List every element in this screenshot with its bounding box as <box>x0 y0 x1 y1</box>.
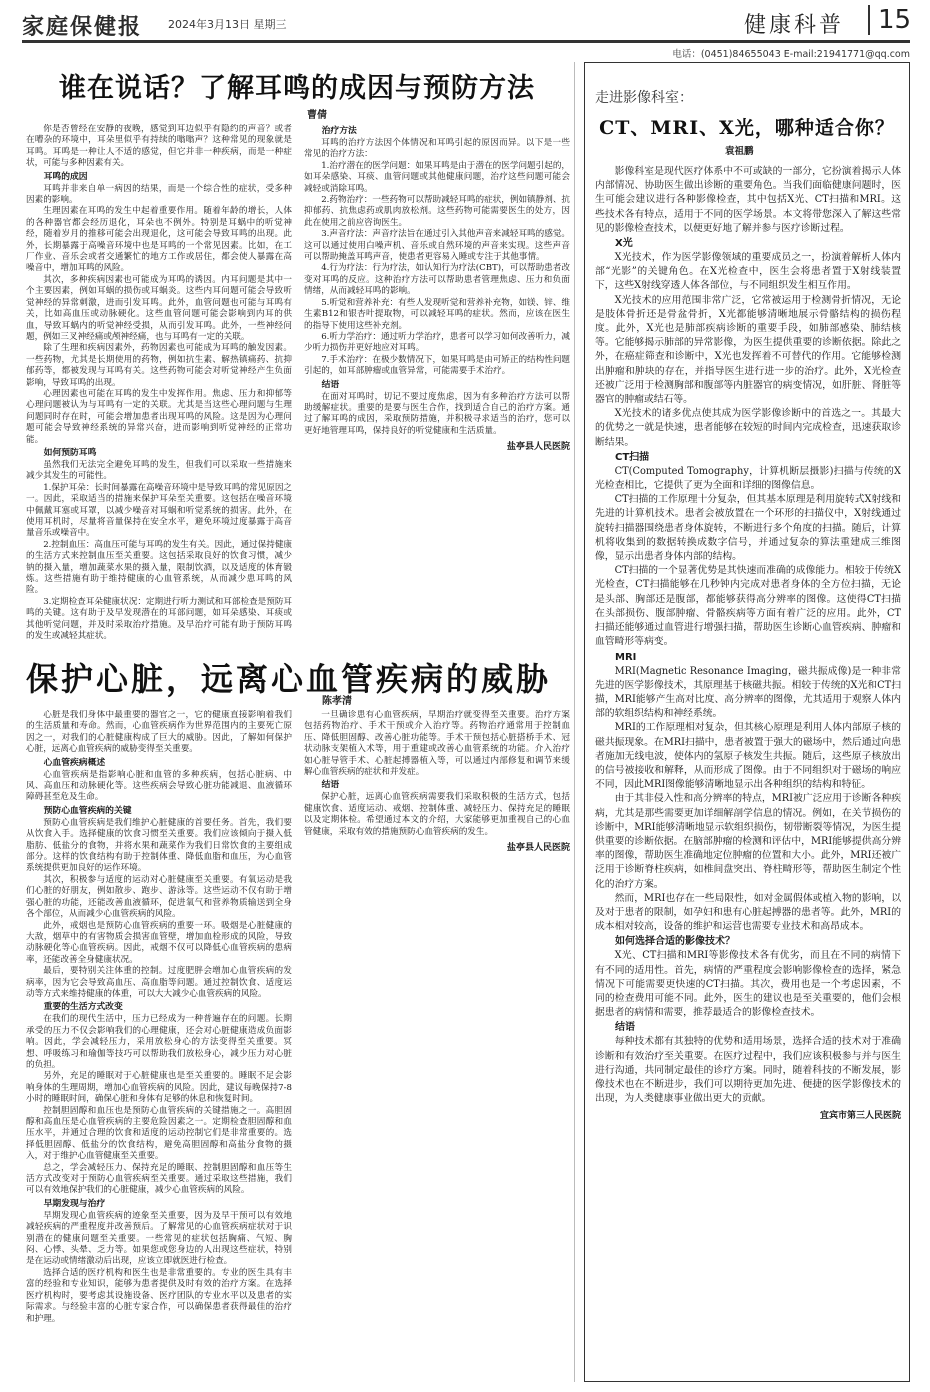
paragraph: 选择合适的医疗机构和医生也是非常重要的。专业的医生具有丰富的经验和专业知识，能够为患者提供及时有效的治疗方案。在选择医疗机构时，要考虑其设施设备、医疗团队的专业水平以及患者的实际需求。与经验丰富的心脏专家合作，可以确保患者获得最佳的治疗和护理。 <box>26 1267 292 1324</box>
paragraph: 耳鸣的治疗方法因个体情况和耳鸣引起的原因而异。以下是一些常见的治疗方法： <box>304 138 570 160</box>
page-number: 15 <box>868 5 911 35</box>
masthead-rule <box>22 40 910 43</box>
section-heading: 结语 <box>321 780 340 791</box>
paragraph: CT扫描的工作原理十分复杂，但其基本原理是利用旋转式X射线和先进的计算机技术。患者会被放置在一个环形的扫描仪中，X射线通过旋转扫描器围绕患者身体旋转，不断进行多个角度的扫描。随后，计算机将收集到的数据转换成数字信号，并通过复杂的算法重建成三维图像，显示出患者身体内部的结构。 <box>595 494 901 563</box>
paragraph: 另外，充足的睡眠对于心脏健康也是至关重要的。睡眠不足会影响身体的生理周期，增加心血管疾病的风险。因此，建议每晚保持7-8小时的睡眠时间，确保心脏和身体有足够的休息和恢复时间。 <box>26 1071 292 1105</box>
paragraph: 生理因素在耳鸣的发生中起着重要作用。随着年龄的增长，人体的各种器官都会经历退化，耳朵也不例外。特别是耳蜗中的听觉神经，随着岁月的推移可能会出现退化，这可能会导致耳鸣的出现。此外，长期暴露于高噪音环境中也是耳鸣的一个常见因素。比如，在工厂作业、音乐会或者交通繁忙的地方工作或居住，都会使人暴露在高噪音中，增加耳鸣的风险。 <box>26 206 292 274</box>
paragraph: 1.保护耳朵：长时间暴露在高噪音环境中是导致耳鸣的常见原因之一。因此，采取适当的措施来保护耳朵至关重要。这包括在噪音环境中佩戴耳塞或耳罩，以减少噪音对耳蜗和听觉系统的损害。此外，在使用耳机时，尽量将音量保持在安全水平，避免环境过度暴露于高音量音乐或噪音中。 <box>26 482 292 539</box>
article-imaging-title: CT、MRI、X光，哪种适合你？ <box>599 117 895 139</box>
article-imaging-author: 袁祖鹏 <box>725 146 754 157</box>
paragraph: 其次，积极参与适度的运动对心脏健康至关重要。有氧运动是我们心脏的好朋友，例如散步、跑步、游泳等。这些运动不仅有助于增强心脏的功能，还能改善血液循环，促进氧气和营养物质输送到全身各个部位，从而减少心血管疾病的风险。 <box>26 874 292 920</box>
paragraph: 除了生理和疾病因素外，药物因素也可能成为耳鸣的触发因素。一些药物，尤其是长期使用的药物，例如抗生素、解热镇痛药、抗抑郁药等，都被发现与耳鸣有关。这些药物可能会对听觉神经产生负面影响，导致耳鸣的出现。 <box>26 343 292 388</box>
article-imaging-body <box>595 165 901 1377</box>
article-heart-col-1 <box>26 710 292 1382</box>
source-hospital: 宜宾市第三人民医院 <box>819 1111 901 1122</box>
paragraph: MRI的工作原理相对复杂，但其核心原理是利用人体内部原子核的磁共振现象。在MRI扫描中，患者被置于强大的磁场中，然后通过向患者施加无线电波，使体内的氢原子核发生共振。随后，这些原子核放出的信号被接收和解释，从而形成了图像。由于不同组织对于磁场的响应不同，因此MRI图像能够清晰地显示出各种组织的结构和特征。 <box>595 722 901 791</box>
paragraph: X光、CT扫描和MRI等影像技术各有优劣，而且在不同的病情下有不同的适用性。首先，病情的严重程度会影响影像检查的选择，紧急情况下可能需要更快速的CT扫描。其次，费用也是一个考虑因素，不同的检查费用可能不同。此外，医生的建议也是至关重要的，他们会根据患者的病情和需要，推荐最适合的影像检查技术。 <box>595 950 901 1019</box>
section-heading: X光 <box>615 238 633 250</box>
paragraph: X光技术的诸多优点使其成为医学影像诊断中的首选之一。其最大的优势之一就是快速，患者能够在较短的时间内完成检查，迅速获取诊断结果。 <box>595 408 901 448</box>
paragraph: 4.行为疗法：行为疗法，如认知行为疗法(CBT)，可以帮助患者改变对耳鸣的反应。这种治疗方法可以帮助患者管理焦虑、压力和负面情绪，从而减轻耳鸣的影响。 <box>304 263 570 297</box>
paragraph: CT扫描的一个显著优势是其快速而准确的成像能力。相较于传统X光检查，CT扫描能够在几秒钟内完成对患者身体的全方位扫描，无论是头部、胸部还是腹部，都能够获得高分辨率的图像。这使得CT扫描在头部损伤、腹部肿瘤、骨骼疾病等方面有着广泛的应用。此外，CT扫描还能够通过血管进行增强扫描，帮助医生诊断心血管疾病、肿瘤和血管畸形等病变。 <box>595 565 901 648</box>
paragraph: X光技术的应用范围非常广泛，它常被运用于检测骨折情况，无论是肢体骨折还是骨盆骨折，X光都能够清晰地展示骨骼结构的损伤程度。此外，X光也是肺部疾病诊断的重要手段，如肺部感染、肺结核等。它能够揭示肺部的异常影像，为医生提供重要的诊断依据。除此之外，在癌症筛查和诊断中，X光也发挥着不可替代的作用。它能够检测出肿瘤和肿块的存在，并指导医生进行进一步的治疗。此外，X光检查还被广泛用于检测胸部和腹部等内脏器官的病变情况，如肝脏、肾脏等器官的肿瘤或结石等。 <box>595 294 901 406</box>
article-tinnitus <box>22 62 572 650</box>
section-heading: MRI <box>615 651 637 663</box>
section-title: 健康科普 <box>744 13 845 38</box>
section-heading: 如何选择合适的影像技术？ <box>615 936 735 948</box>
contact-info: 电话：(0451)84655043 E-mail:21941771@qq.com <box>672 49 910 60</box>
article-imaging <box>584 62 910 1382</box>
paragraph: 一旦确诊患有心血管疾病，早期治疗就变得至关重要。治疗方案包括药物治疗、手术干预或介入治疗等。药物治疗通常用于控制血压、降低胆固醇、改善心脏功能等。手术干预包括心脏搭桥手术、冠状动脉支架植入术等，用于重建或改善心血管系统的功能。介入治疗如心脏导管手术、心脏起搏器植入等，可以通过内部修复和调节来缓解心血管疾病的症状和并发症。 <box>304 710 570 778</box>
paragraph: 其次，多种疾病因素也可能成为耳鸣的诱因。内耳问题是其中一个主要因素，例如耳蜗的损伤或耳蜗炎。这些内耳问题可能会导致听觉神经的异常刺激，进而引发耳鸣。此外，血管问题也可能与耳鸣有关，比如高血压或动脉硬化。这些血管问题可能会影响到内耳的供血，导致耳蜗内的听觉神经受损，从而引发耳鸣。此外，一些神经问题，例如三叉神经痛或颅神经痛，也与耳鸣有一定的关联。 <box>26 274 292 342</box>
paragraph: 2.药物治疗：一些药物可以帮助减轻耳鸣的症状，例如镇静剂、抗抑郁药、抗焦虑药或肌肉放松剂。这些药物可能需要医生的处方，因此在使用之前应咨询医生。 <box>304 195 570 228</box>
paper-name: 家庭保健报 <box>22 15 143 40</box>
section-heading: 预防心血管疾病的关键 <box>43 805 132 816</box>
section-heading: 结语 <box>615 1022 635 1034</box>
paragraph: CT(Computed Tomography，计算机断层摄影)扫描与传统的X光检查相比，它提供了更为全面和详细的图像信息。 <box>595 465 901 492</box>
paragraph: 然而，MRI也存在一些局限性，如对金属假体或植入物的影响，以及对于患者的限制，如孕妇和患有心脏起搏器的患者等。此外，MRI的成本相对较高，设备的维护和运营也需要专业技术和高昂成本。 <box>595 892 901 933</box>
paragraph: 3.声音疗法：声音疗法旨在通过引入其他声音来减轻耳鸣的感觉。这可以通过使用白噪声机、音乐或自然环境的声音来实现。这些声音可以帮助掩盖耳鸣声音，使患者更容易入睡或专注于其他事情。 <box>304 229 570 263</box>
paragraph: 保护心脏，远离心血管疾病需要我们采取积极的生活方式，包括健康饮食、适度运动、戒烟、控制体重、减轻压力、保持充足的睡眠以及定期体检。希望通过本文的介绍，大家能够更加重视自己的心血管健康，采取有效的措施预防心血管疾病的发生。 <box>304 792 570 837</box>
paragraph: 7.手术治疗：在极少数情况下，如果耳鸣是由可矫正的结构性问题引起的，如耳部肿瘤或血管异常，可能需要手术治疗。 <box>304 354 570 377</box>
section-heading: CT扫描 <box>615 451 650 463</box>
paragraph: 2.控制血压：高血压可能与耳鸣的发生有关。因此，通过保持健康的生活方式来控制血压至关重要。这包括采取良好的饮食习惯，减少钠的摄入量，增加蔬菜水果的摄入量，限制饮酒，以及适度的体育锻炼。这些措施有助于维持健康的心血管系统，从而减少患耳鸣的风险。 <box>26 539 292 596</box>
paragraph: 在我们的现代生活中，压力已经成为一种普遍存在的问题。长期承受的压力不仅会影响我们的心理健康，还会对心脏健康造成负面影响。因此，学会减轻压力，采用放松身心的方法变得至关重要。冥想、呼吸练习和瑜伽等技巧可以帮助我们放松身心，减少压力对心脏的负担。 <box>26 1014 292 1070</box>
issue-date: 2024年3月13日 星期三 <box>168 18 287 31</box>
article-heart-title: 保护心脏，远离心血管疾病的威胁 <box>26 660 552 698</box>
source-hospital: 盐亭县人民医院 <box>506 442 570 453</box>
paragraph: 此外，戒烟也是预防心血管疾病的重要一环。吸烟是心脏健康的大敌，烟草中的有害物质会损害血管壁，增加血栓形成的风险，导致动脉硬化等心血管疾病。因此，戒烟不仅可以降低心血管疾病的患病率，还能改善全身健康状况。 <box>26 920 292 965</box>
paragraph: 在面对耳鸣时，切记不要过度焦虑，因为有多种治疗方法可以帮助缓解症状。重要的是要与医生合作，找到适合自己的治疗方案。通过了解耳鸣的成因，采取预防措施，并积极寻求适当的治疗，您可以更好地管理耳鸣，保持良好的听觉健康和生活质量。 <box>304 391 570 436</box>
paragraph: 预防心血管疾病是我们维护心脏健康的首要任务。首先，我们要从饮食入手。选择健康的饮食习惯至关重要。我们应该倾向于摄入低脂肪、低盐分的食物，并将水果和蔬菜作为我们日常饮食的主要组成部分。这样的饮食结构有助于控制体重、降低血脂和血压，为心血管系统提供更加良好的运作环境。 <box>26 817 292 874</box>
paragraph: 6.听力学治疗：通过听力学治疗，患者可以学习如何改善听力，减少听力损伤并更好地应对耳鸣。 <box>304 331 570 354</box>
article-tinnitus-col-2 <box>304 124 570 644</box>
column-divider <box>574 62 575 1382</box>
article-tinnitus-col-1 <box>26 124 292 644</box>
section-heading: 早期发现与治疗 <box>43 1198 106 1209</box>
section-heading: 心血管疾病概述 <box>43 757 106 768</box>
paragraph: X光技术，作为医学影像领域的重要成员之一，扮演着解析人体内部“光影”的关键角色。在X光检查中，医生会将患者置于X射线装置下，这些X射线穿透人体各部位，与不同组织发生相互作用。 <box>595 252 901 292</box>
section-heading: 治疗方法 <box>321 126 357 136</box>
section-heading: 耳鸣的成因 <box>43 171 88 182</box>
paragraph: 早期发现心血管疾病的迹象至关重要，因为及早干预可以有效地减轻疾病的严重程度并改善预后。了解常见的心血管疾病症状对于识别潜在的健康问题至关重要。一些常见的症状包括胸痛、气短、胸闷、心悸、头晕、乏力等。如果您或您身边的人出现这些症状，特别是在运动或情绪激动后出现，应该立即就医进行检查。 <box>26 1210 292 1267</box>
article-heart-body <box>26 710 570 1382</box>
paragraph: 总之，学会减轻压力、保持充足的睡眠、控制胆固醇和血压等生活方式改变对于预防心血管疾病至关重要。通过采取这些措施，我们可以有效地保护我们的心脏健康，减少心血管疾病的风险。 <box>26 1162 292 1196</box>
masthead <box>0 0 930 44</box>
paragraph: 1.治疗潜在的医学问题：如果耳鸣是由于潜在的医学问题引起的，如耳朵感染、耳痰、血管问题或其他健康问题，治疗这些问题可能会减轻或消除耳鸣。 <box>304 160 570 194</box>
article-tinnitus-title: 谁在说话？了解耳鸣的成因与预防方法 <box>59 73 535 104</box>
paragraph: 虽然我们无法完全避免耳鸣的发生，但我们可以采取一些措施来减少其发生的可能性。 <box>26 459 292 482</box>
article-tinnitus-body <box>26 124 570 644</box>
article-heart-author: 陈孝清 <box>322 696 352 707</box>
article-heart-col-2 <box>304 710 570 1382</box>
paragraph: 心理因素也可能在耳鸣的发生中发挥作用。焦虑、压力和抑郁等心理问题被认为与耳鸣有一定的关联。尤其是当这些心理问题与生理问题同时存在时，可能会增加患者出现耳鸣的风险。这是因为心理问题可能会导致神经系统的异常兴奋，进而影响到听觉神经的正常功能。 <box>26 388 292 445</box>
paragraph: 5.听觉和营养补充：有些人发现听觉和营养补充物，如镁、锌、维生素B12和银杏叶提取物，可以减轻耳鸣的症状。然而，应该在医生的指导下使用这些补充剂。 <box>304 297 570 331</box>
article-tinnitus-author: 曹倩 <box>307 110 327 121</box>
section-heading: 如何预防耳鸣 <box>43 447 97 458</box>
paragraph: 最后，要特别关注体重的控制。过度肥胖会增加心血管疾病的发病率，因为它会导致高血压、高血脂等问题。通过控制饮食、适度运动等方式来维持健康的体重，可以大大减少心血管疾病的风险。 <box>26 966 292 999</box>
paragraph: 心血管疾病是指影响心脏和血管的多种疾病，包括心脏病、中风、高血压和动脉硬化等。这些疾病会导致心脏功能减退、血液循环障碍甚至危及生命。 <box>26 769 292 803</box>
paragraph: 3.定期检查耳朵健康状况：定期进行听力测试和耳部检查是预防耳鸣的关键。这有助于及早发现潜在的耳部问题，如耳朵感染、耳痰或其他听觉问题，并及时采取治疗措施。及早治疗可能有助于预防耳鸣的发生或减轻其症状。 <box>26 596 292 642</box>
article-heart <box>22 652 572 1382</box>
section-heading: 重要的生活方式改变 <box>43 1002 123 1013</box>
paragraph: MRI(Magnetic Resonance Imaging，磁共振成像)是一种非常先进的医学影像技术，其原理基于核磁共振。相较于传统的X光和CT扫描，MRI能够产生高对比度、高分辨率的图像，尤其适用于观察人体内部的软组织结构和神经系统。 <box>595 665 901 720</box>
paragraph: 心脏是我们身体中最重要的器官之一，它的健康直接影响着我们的生活质量和寿命。然而，心血管疾病作为世界范围内的主要死亡原因之一，对我们的心脏健康构成了巨大的威胁。因此，了解如何保护心脏，远离心血管疾病的威胁变得至关重要。 <box>26 710 292 755</box>
paragraph: 耳鸣并非来自单一病因的结果，而是一个综合性的症状，受多种因素的影响。 <box>26 183 292 206</box>
section-heading: 结语 <box>321 379 340 390</box>
article-imaging-kicker: 走进影像科室： <box>595 90 693 106</box>
source-hospital: 盐亭县人民医院 <box>506 843 570 854</box>
paragraph: 由于其非侵入性和高分辨率的特点，MRI被广泛应用于诊断各种疾病，尤其是那些需要更加详细解剖学信息的情况。例如，在关节损伤的诊断中，MRI能够清晰地显示软组织损伤，韧带断裂等情况，为医生提供重要的诊断依据。在脑部肿瘤的检测和评估中，MRI能够提供高分辨率的图像，帮助医生准确地定位肿瘤的位置和大小。此外，MRI还被广泛用于诊断脊柱疾病，如椎间盘突出、脊柱畸形等，帮助医生制定个性化的治疗方案。 <box>595 793 901 890</box>
paragraph: 控制胆固醇和血压也是预防心血管疾病的关键措施之一。高胆固醇和高血压是心血管疾病的主要危险因素之一。定期检查胆固醇和血压水平，并通过合理的饮食和适度的运动控制它们是非常重要的。选择低胆固醇、低盐分的饮食结构，避免高胆固醇和高盐分食物的摄入，对于维护心血管健康至关重要。 <box>26 1105 292 1162</box>
paragraph: 每种技术都有其独特的优势和适用场景，选择合适的技术对于准确诊断和有效治疗至关重要。在医疗过程中，我们应该积极参与并与医生进行沟通，共同制定最佳的诊疗方案。同时，随着科技的不断发展，影像技术也在不断进步，我们可以期待更加先进、便捷的医学影像技术的出现，为人类健康事业做出更大的贡献。 <box>595 1036 901 1105</box>
paragraph: 影像科室是现代医疗体系中不可或缺的一部分，它扮演着揭示人体内部情况、协助医生做出诊断的重要角色。当我们面临健康问题时，医生可能会建议进行各种影像检查，其中包括X光、CT扫描和MRI。这些技术各有特点，适用于不同的医学场景。本文将带您深入了解这些常见的影像检查技术，以便更好地了解并参与医疗诊断过程。 <box>595 166 901 234</box>
paragraph: 你是否曾经在安静的夜晚，感觉到耳边似乎有隐约的声音？或者在嘈杂的环境中，耳朵里似乎有持续的嗡嗡声？这种常见的现象就是耳鸣。耳鸣是一种让人不适的感觉，但它并非一种疾病，而是一种症状，可能与多种因素有关。 <box>26 124 292 169</box>
